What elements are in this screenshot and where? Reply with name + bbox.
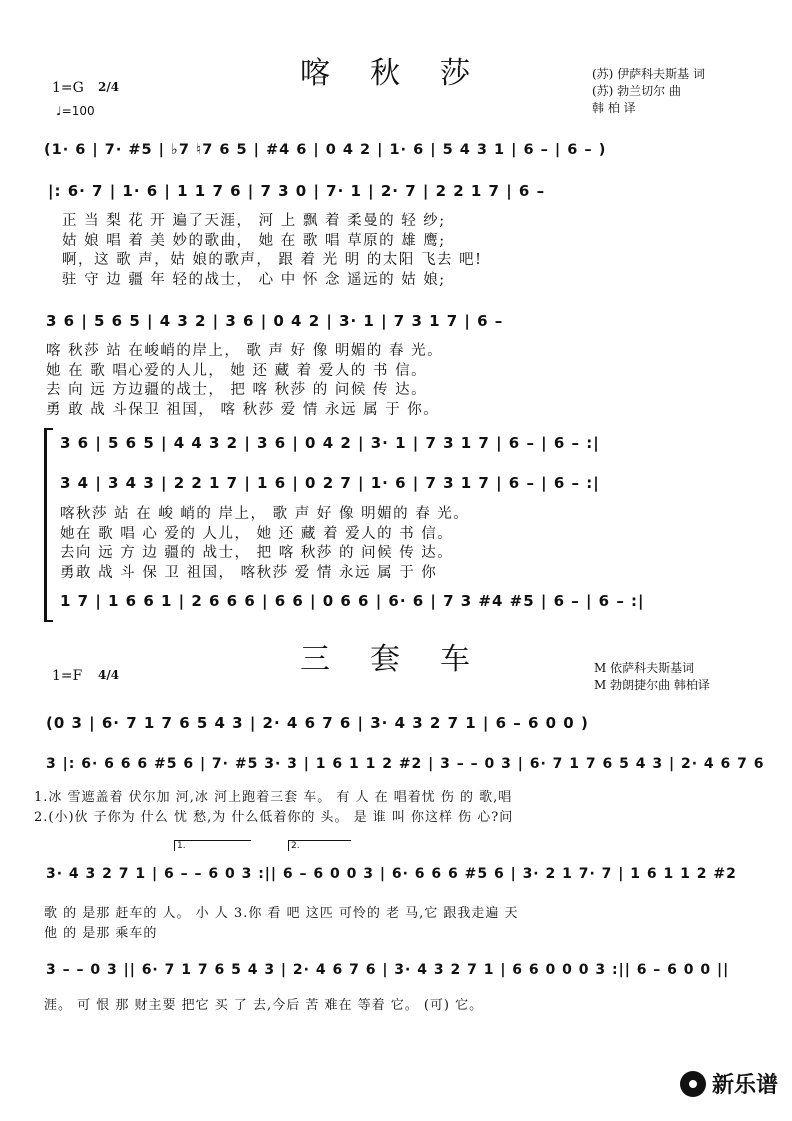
lyric-verse: 1.冰 雪遮盖着 伏尔加 河,冰 河上跑着三套 车。 有 人 在 唱着忧 伤 的 歌,唱 (34, 790, 513, 805)
song2-title: 三套车 (300, 642, 510, 677)
song2-lyricist: M 依萨科夫斯基词 (594, 661, 695, 675)
lyric-verse: 他 的 是那 乘车的 (44, 926, 158, 941)
song1-line3-lower-notes: 3 4 | 3 4 3 | 2 2 1 7 | 1 6 | 0 2 7 | 1· 6 | 7 3 1 7 | 6 – | 6 – :| (60, 474, 600, 492)
song1-composer: (苏) 勃兰切尔 曲 (592, 84, 681, 98)
lyric-verse: 歌 的 是那 赶车的 人。 小 人 3.你 看 吧 这匹 可怜的 老 马,它 跟我走遍 天 (44, 906, 519, 921)
song1-line3-bass-notes: 1 7 | 1 6 6 1 | 2 6 6 6 | 6 6 | 0 6 6 | 6· 6 | 7 3 #4 #5 | 6 – | 6 – :| (60, 592, 645, 610)
lyric-verse: 姑 娘 唱 着 美 妙的歌曲， 她 在 歌 唱 草原的 雄 鹰; (62, 232, 446, 249)
lyric-verse: 去 向 远 方边疆的战士， 把 喀 秋莎 的 问候 传 达。 (46, 382, 428, 398)
song1-time-signature: 2/4 (98, 80, 120, 94)
volta-first-ending (174, 840, 251, 851)
system-bracket (44, 428, 53, 622)
song1-line1-notes: |: 6· 7 | 1· 6 | 1 1 7 6 | 7 3 0 | 7· 1 | 2· 7 | 2 2 1 7 | 6 – (48, 182, 546, 200)
song1-title: 喀秋莎 (300, 56, 510, 91)
song1-line3-lyrics (60, 505, 469, 583)
song2-line3-notes: 3 – – 0 3 || 6· 7 1 7 6 5 4 3 | 2· 4 6 7 6 | 3· 4 3 2 7 1 | 6 6 0 0 0 3 :|| 6 – 6 0 0 || (46, 962, 730, 978)
song2-line1-notes: 3 |: 6· 6 6 6 #5 6 | 7· #5 3· 3 | 1 6 1 1 2 #2 | 3 – – 0 3 | 6· 7 1 7 6 5 4 3 | 2· 4 6 7 6 (46, 756, 765, 772)
song1-lyricist: (苏) 伊萨科夫斯基 词 (592, 67, 705, 81)
song2-line3-lyrics (44, 996, 483, 1016)
logo-text: 新乐谱 (711, 1073, 778, 1098)
song1-line1-lyrics (62, 212, 482, 290)
lyric-verse: 正 当 梨 花 开 遍了天涯， 河 上 飘 着 柔曼的 轻 纱; (62, 213, 446, 229)
song2-key: 1=F (52, 668, 83, 684)
song1-credits (592, 66, 705, 117)
lyric-verse: 喀秋莎 站 在 峻 峭的 岸上， 歌 声 好 像 明媚的 春 光。 (60, 506, 470, 522)
song2-credits (594, 660, 710, 694)
lyric-verse: 她在 歌 唱 心 爱的 人儿， 她 还 藏 着 爱人的 书 信。 (60, 525, 454, 542)
volta-label: 1. (177, 841, 186, 851)
lyric-verse: 勇敢 战 斗 保 卫 祖国， 喀秋莎 爱 情 永远 属 于 你 (60, 564, 438, 581)
song1-key: 1=G (52, 80, 84, 96)
volta-label: 2. (291, 841, 300, 851)
song1-line3-upper-notes: 3 6 | 5 6 5 | 4 4 3 2 | 3 6 | 0 4 2 | 3· 1 | 7 3 1 7 | 6 – | 6 – :| (60, 434, 600, 452)
song1-intro: (1· 6 | 7· #5 | ♭7 ♮7 6 5 | #4 6 | 0 4 2 | 1· 6 | 5 4 3 1 | 6 – | 6 – ) (44, 142, 607, 158)
site-logo (680, 1068, 778, 1099)
lyric-verse: 她 在 歌 唱心爱的人儿， 她 还 藏 着 爱人的 书 信。 (46, 362, 428, 379)
lyric-verse: 喀 秋莎 站 在峻峭的岸上， 歌 声 好 像 明媚的 春 光。 (46, 343, 444, 359)
song2-line2-lyrics (44, 904, 519, 944)
volta-second-ending (288, 840, 351, 851)
lyric-verse: 2.(小)伙 子你为 什么 忧 愁,为 什么低着你的 头。 是 谁 叫 你这样 伤 心?问 (34, 810, 514, 825)
song2-time-signature: 4/4 (98, 668, 120, 682)
lyric-verse: 驻 守 边 疆 年 轻的战士， 心 中 怀 念 遥远的 姑 娘; (62, 271, 446, 288)
lyric-verse: 涯。 可 恨 那 财主要 把它 买 了 去,今后 苦 难在 等着 它。 (可) 它。 (44, 998, 484, 1013)
lyric-verse: 啊，这 歌 声，姑 娘的歌声， 跟 着 光 明 的太阳 飞去 吧! (62, 252, 483, 268)
lyric-verse: 勇 敢 战 斗保卫 祖国， 喀 秋莎 爱 情 永远 属 于 你。 (46, 401, 440, 418)
music-disc-icon (680, 1071, 706, 1097)
song1-translator: 韩 柏 译 (592, 101, 636, 115)
song1-tempo: ♩=100 (56, 104, 95, 118)
song2-intro: (0 3 | 6· 7 1 7 6 5 4 3 | 2· 4 6 7 6 | 3· 4 3 2 7 1 | 6 – 6 0 0 ) (46, 714, 589, 732)
song2-line1-lyrics (34, 788, 513, 828)
song2-composer-translator: M 勃朗捷尔曲 韩柏译 (594, 678, 710, 692)
song1-line2-lyrics (46, 342, 443, 420)
song1-line2-notes: 3 6 | 5 6 5 | 4 3 2 | 3 6 | 0 4 2 | 3· 1 | 7 3 1 7 | 6 – (46, 312, 504, 330)
lyric-verse: 去向 远 方 边 疆的 战士， 把 喀 秋莎 的 问候 传 达。 (60, 545, 454, 561)
song2-line2-notes: 3· 4 3 2 7 1 | 6 – – 6 0 3 :|| 6 – 6 0 0 3 | 6· 6 6 6 #5 6 | 3· 2 1 7· 7 | 1 6 1 1 2 #2 (46, 866, 737, 882)
